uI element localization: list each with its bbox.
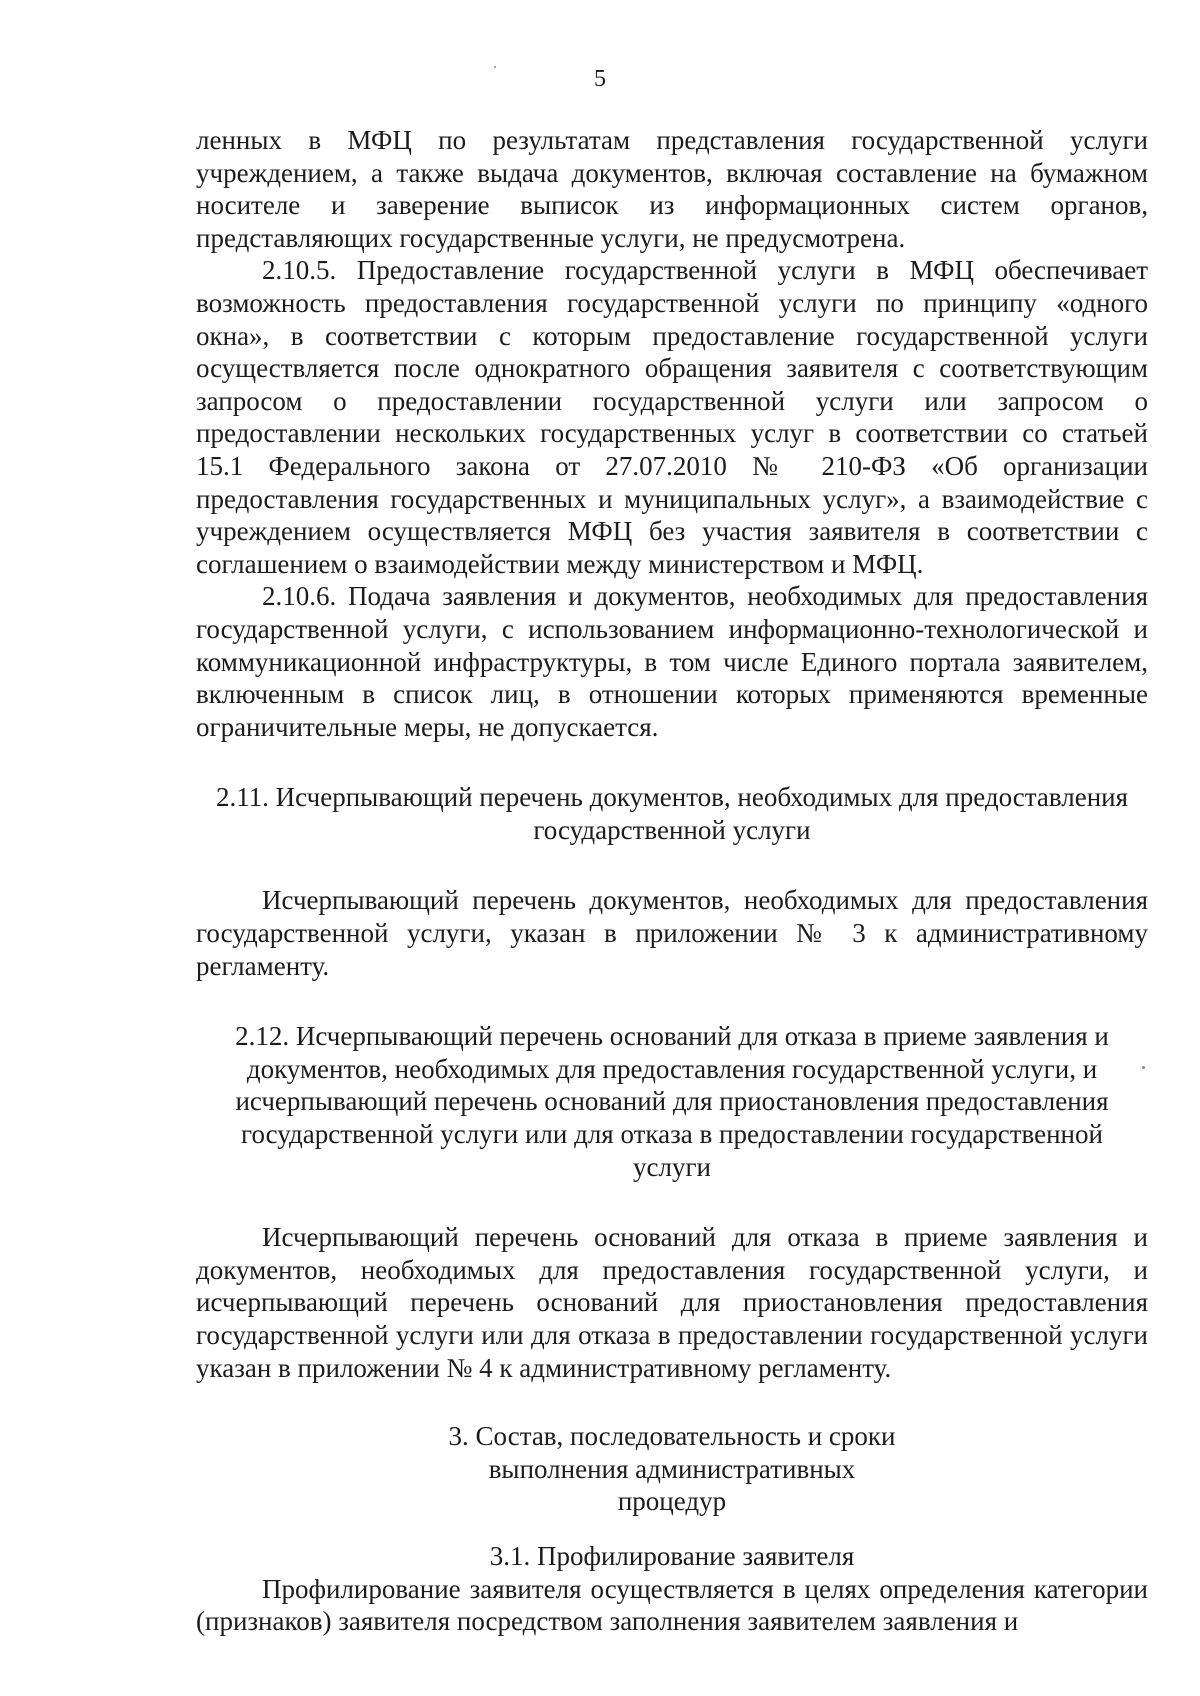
- spacer: [196, 1384, 1148, 1420]
- section-heading-3-1: 3.1. Профилирование заявителя: [489, 1540, 855, 1571]
- page-number: 5: [594, 66, 606, 92]
- paragraph-3-1-body: Профилирование заявителя осуществляется в целях определения категории (признаков) заявителя посредством заполнения заявителем заявления и: [196, 1573, 1148, 1637]
- spacer: [196, 1518, 1148, 1540]
- paragraph-2-10-6: 2.10.6. Подача заявления и документов, необходимых для предоставления государственной услуги, с использованием информационно-технологической и коммуникационной инфраструктуры, в том числе Единого портала заявителем, включенным в список лиц, в отношении которых применяются временные ограничительные меры, не допускается.: [196, 581, 1148, 742]
- spacer: [196, 1183, 1148, 1221]
- spacer: [196, 846, 1148, 884]
- section-heading-3: 3. Состав, последовательность и сроки выполнения административных процедур: [448, 1421, 896, 1517]
- section-heading-2-12: 2.12. Исчерпывающий перечень оснований для отказа в приеме заявления и документов, необходимых для предоставления государственной услуги, и исчерпывающий перечень оснований для приостановления предоставления государственной услуги или для отказа в предоставлении государственной услуги: [235, 1021, 1109, 1182]
- scan-speck: [1142, 1066, 1145, 1069]
- section-heading-2-11: 2.11. Исчерпывающий перечень документов, необходимых для предоставления государственной услуги: [215, 782, 1129, 845]
- paragraph-2-12-body: Исчерпывающий перечень оснований для отказа в приеме заявления и документов, необходимых для предоставления государственной услуги, и исчерпывающий перечень оснований для приостановления предоставления государственной услуги или для отказа в предоставлении государственной услуги указан в приложении № 4 к административному регламенту.: [196, 1222, 1148, 1383]
- paragraph-mfc-issuance: ленных в МФЦ по результатам представления государственной услуги учреждением, а также выдача документов, включая составление на бумажном носителе и заверение выписок из информационных систем органов, представляющих государственные услуги, не предусмотрена.: [196, 125, 1148, 253]
- document-body: [196, 124, 1148, 1638]
- paragraph-2-11-body: Исчерпывающий перечень документов, необходимых для предоставления государственной услуги, указан в приложении № 3 к административному регламенту.: [196, 885, 1148, 981]
- scan-speck: [494, 66, 496, 68]
- paragraph-2-10-5: 2.10.5. Предоставление государственной услуги в МФЦ обеспечивает возможность предоставления государственной услуги по принципу «одного окна», в соответствии с которым предоставление государственной услуги осуществляется после однократного обращения заявителя с соответствующим запросом о предоставлении государственной услуги или запросом о предоставлении нескольких государственных услуг в соответствии со статьей 15.1 Федерального закона от 27.07.2010 № 210-ФЗ «Об организации предоставления государственных и муниципальных услуг», а взаимодействие с учреждением осуществляется МФЦ без участия заявителя в соответствии с соглашением о взаимодействии между министерством и МФЦ.: [196, 255, 1148, 579]
- spacer: [196, 982, 1148, 1020]
- spacer: [196, 743, 1148, 781]
